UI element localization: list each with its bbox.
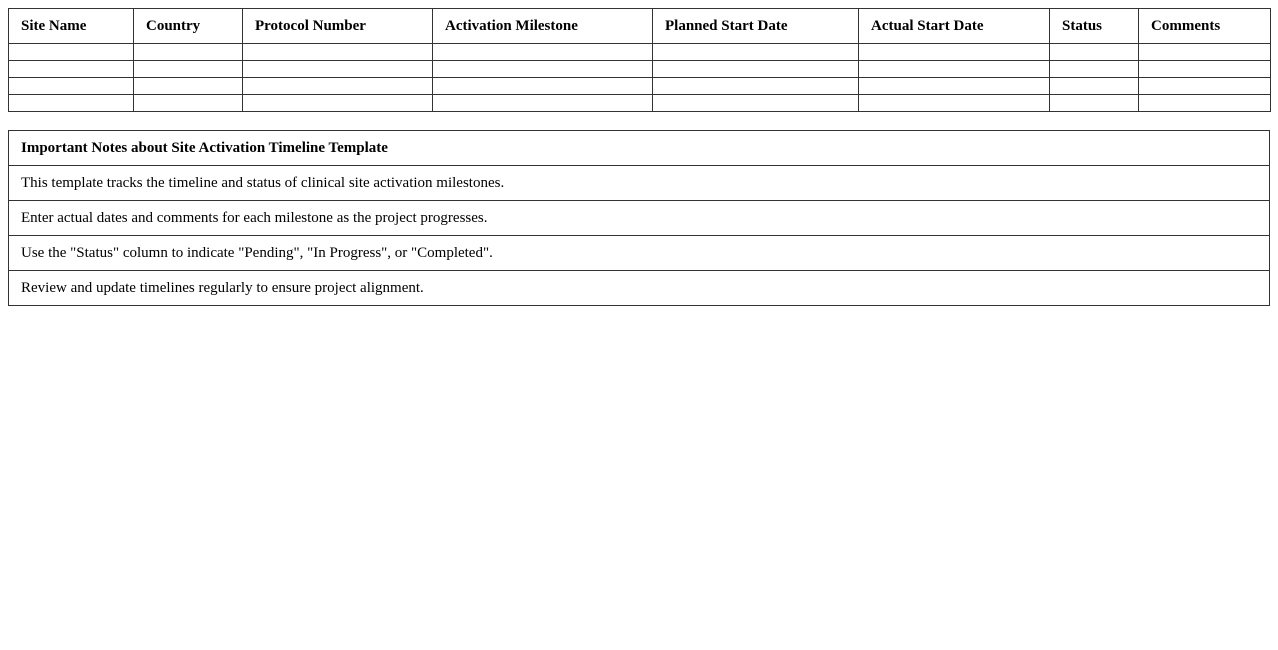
- column-header-country: Country: [134, 9, 243, 44]
- table-cell[interactable]: [1139, 61, 1271, 78]
- table-cell[interactable]: [9, 95, 134, 112]
- document-page: [8, 8, 1270, 306]
- note-item: This template tracks the timeline and status of clinical site activation milestones.: [9, 166, 1270, 201]
- table-cell[interactable]: [1050, 61, 1139, 78]
- table-cell[interactable]: [433, 78, 653, 95]
- table-cell[interactable]: [859, 61, 1050, 78]
- notes-row: [9, 201, 1270, 236]
- table-cell[interactable]: [134, 95, 243, 112]
- note-item: Use the "Status" column to indicate "Pending", "In Progress", or "Completed".: [9, 236, 1270, 271]
- table-cell[interactable]: [653, 44, 859, 61]
- table-cell[interactable]: [1139, 44, 1271, 61]
- table-cell[interactable]: [9, 44, 134, 61]
- column-header-comments: Comments: [1139, 9, 1271, 44]
- table-cell[interactable]: [9, 78, 134, 95]
- table-cell[interactable]: [859, 95, 1050, 112]
- table-cell[interactable]: [1050, 78, 1139, 95]
- table-cell[interactable]: [243, 78, 433, 95]
- table-row: [9, 78, 1271, 95]
- table-cell[interactable]: [134, 61, 243, 78]
- column-header-site-name: Site Name: [9, 9, 134, 44]
- table-cell[interactable]: [859, 78, 1050, 95]
- table-cell[interactable]: [653, 95, 859, 112]
- table-cell[interactable]: [653, 78, 859, 95]
- table-cell[interactable]: [433, 61, 653, 78]
- table-cell[interactable]: [243, 95, 433, 112]
- table-cell[interactable]: [653, 61, 859, 78]
- note-item: Review and update timelines regularly to ensure project alignment.: [9, 271, 1270, 306]
- notes-row: [9, 271, 1270, 306]
- notes-row: [9, 236, 1270, 271]
- note-item: Enter actual dates and comments for each milestone as the project progresses.: [9, 201, 1270, 236]
- table-cell[interactable]: [9, 61, 134, 78]
- table-cell[interactable]: [243, 44, 433, 61]
- header-row: [9, 9, 1271, 44]
- table-cell[interactable]: [433, 95, 653, 112]
- table-row: [9, 44, 1271, 61]
- notes-header-row: [9, 131, 1270, 166]
- column-header-activation-milestone: Activation Milestone: [433, 9, 653, 44]
- table-cell[interactable]: [433, 44, 653, 61]
- table-cell[interactable]: [859, 44, 1050, 61]
- column-header-actual-start-date: Actual Start Date: [859, 9, 1050, 44]
- site-activation-timeline-table: [8, 8, 1271, 112]
- column-header-protocol-number: Protocol Number: [243, 9, 433, 44]
- table-cell[interactable]: [243, 61, 433, 78]
- table-cell[interactable]: [134, 78, 243, 95]
- important-notes-table: [8, 130, 1270, 306]
- column-header-planned-start-date: Planned Start Date: [653, 9, 859, 44]
- table-cell[interactable]: [1050, 95, 1139, 112]
- table-row: [9, 95, 1271, 112]
- table-cell[interactable]: [1139, 78, 1271, 95]
- table-cell[interactable]: [134, 44, 243, 61]
- table-row: [9, 61, 1271, 78]
- notes-row: [9, 166, 1270, 201]
- column-header-status: Status: [1050, 9, 1139, 44]
- notes-title: Important Notes about Site Activation Timeline Template: [9, 131, 1270, 166]
- table-cell[interactable]: [1050, 44, 1139, 61]
- table-cell[interactable]: [1139, 95, 1271, 112]
